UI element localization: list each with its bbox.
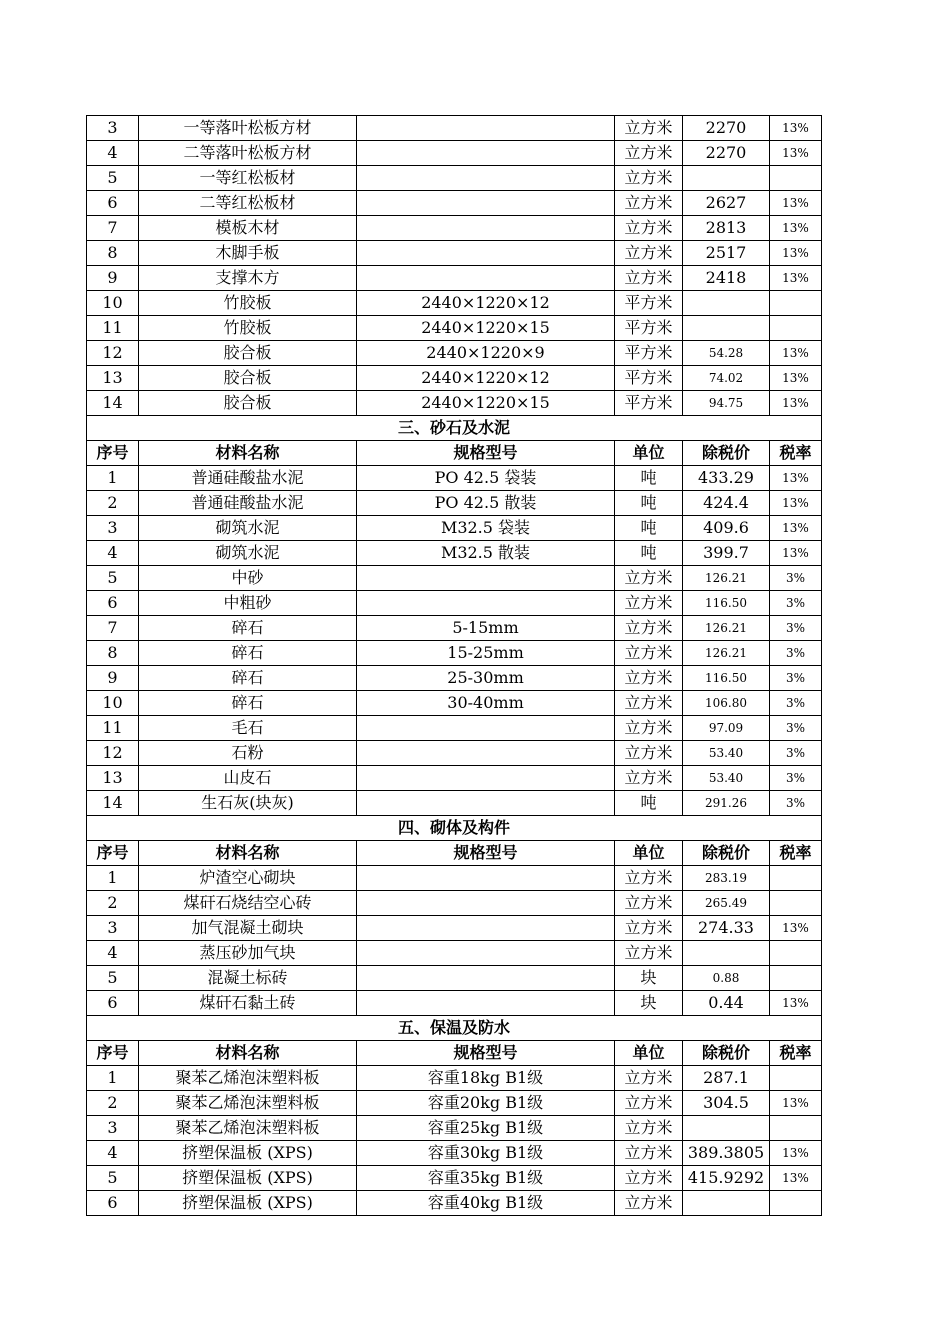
- tax-rate-cell: [770, 1191, 822, 1216]
- material-name-cell: 碎石: [139, 691, 357, 716]
- unit-cell: 立方米: [615, 141, 683, 166]
- table-row: [87, 366, 822, 391]
- table-row: [87, 891, 822, 916]
- price-cell: 2270: [683, 116, 770, 141]
- material-name-cell: 竹胶板: [139, 316, 357, 341]
- header-material-name: 材料名称: [139, 1041, 357, 1066]
- price-cell: 94.75: [683, 391, 770, 416]
- table-row: [87, 1116, 822, 1141]
- spec-cell: 2440×1220×15: [357, 316, 615, 341]
- row-index-cell: 7: [87, 216, 139, 241]
- unit-cell: 立方米: [615, 641, 683, 666]
- unit-cell: 立方米: [615, 616, 683, 641]
- header-index: 序号: [87, 1041, 139, 1066]
- material-name-cell: 混凝土标砖: [139, 966, 357, 991]
- header-tax-rate: 税率: [770, 1041, 822, 1066]
- unit-cell: 立方米: [615, 741, 683, 766]
- price-cell: 389.3805: [683, 1141, 770, 1166]
- row-index-cell: 8: [87, 641, 139, 666]
- unit-cell: 立方米: [615, 116, 683, 141]
- table-row: [87, 1166, 822, 1191]
- spec-cell: 容重30kg B1级: [357, 1141, 615, 1166]
- row-index-cell: 1: [87, 1066, 139, 1091]
- table-row: [87, 466, 822, 491]
- material-name-cell: 支撑木方: [139, 266, 357, 291]
- material-name-cell: 加气混凝土砌块: [139, 916, 357, 941]
- price-cell: [683, 941, 770, 966]
- unit-cell: 立方米: [615, 216, 683, 241]
- table-row: [87, 1191, 822, 1216]
- tax-rate-cell: 13%: [770, 1141, 822, 1166]
- spec-cell: 25-30mm: [357, 666, 615, 691]
- unit-cell: 块: [615, 991, 683, 1016]
- row-index-cell: 6: [87, 991, 139, 1016]
- material-name-cell: 山皮石: [139, 766, 357, 791]
- price-cell: 0.88: [683, 966, 770, 991]
- spec-cell: 2440×1220×9: [357, 341, 615, 366]
- unit-cell: 吨: [615, 516, 683, 541]
- row-index-cell: 14: [87, 791, 139, 816]
- row-index-cell: 5: [87, 1166, 139, 1191]
- spec-cell: 容重35kg B1级: [357, 1166, 615, 1191]
- material-name-cell: 聚苯乙烯泡沫塑料板: [139, 1116, 357, 1141]
- unit-cell: 立方米: [615, 891, 683, 916]
- unit-cell: 立方米: [615, 1166, 683, 1191]
- material-name-cell: 胶合板: [139, 366, 357, 391]
- row-index-cell: 2: [87, 891, 139, 916]
- price-cell: 287.1: [683, 1066, 770, 1091]
- spec-cell: M32.5 散装: [357, 541, 615, 566]
- spec-cell: [357, 216, 615, 241]
- header-index: 序号: [87, 841, 139, 866]
- header-index: 序号: [87, 441, 139, 466]
- table-row: [87, 641, 822, 666]
- price-table: [86, 115, 822, 1216]
- price-cell: 0.44: [683, 991, 770, 1016]
- table-row: [87, 341, 822, 366]
- tax-rate-cell: 13%: [770, 266, 822, 291]
- row-index-cell: 4: [87, 1141, 139, 1166]
- header-price: 除税价: [683, 841, 770, 866]
- row-index-cell: 14: [87, 391, 139, 416]
- spec-cell: [357, 266, 615, 291]
- spec-cell: [357, 716, 615, 741]
- table-row: [87, 866, 822, 891]
- price-cell: 399.7: [683, 541, 770, 566]
- spec-cell: [357, 866, 615, 891]
- header-material-name: 材料名称: [139, 841, 357, 866]
- material-name-cell: 二等红松板材: [139, 191, 357, 216]
- spec-cell: 容重40kg B1级: [357, 1191, 615, 1216]
- tax-rate-cell: 13%: [770, 341, 822, 366]
- material-name-cell: 挤塑保温板 (XPS): [139, 1191, 357, 1216]
- price-cell: 2517: [683, 241, 770, 266]
- section-row: [87, 816, 822, 841]
- spec-cell: [357, 941, 615, 966]
- tax-rate-cell: 13%: [770, 116, 822, 141]
- unit-cell: 立方米: [615, 716, 683, 741]
- table-row: [87, 241, 822, 266]
- table-row: [87, 716, 822, 741]
- price-cell: [683, 1191, 770, 1216]
- tax-rate-cell: 3%: [770, 741, 822, 766]
- tax-rate-cell: 3%: [770, 791, 822, 816]
- row-index-cell: 5: [87, 166, 139, 191]
- spec-cell: 2440×1220×12: [357, 366, 615, 391]
- tax-rate-cell: [770, 866, 822, 891]
- tax-rate-cell: 13%: [770, 1166, 822, 1191]
- table-row: [87, 266, 822, 291]
- unit-cell: 平方米: [615, 391, 683, 416]
- material-name-cell: 竹胶板: [139, 291, 357, 316]
- tax-rate-cell: 13%: [770, 916, 822, 941]
- price-cell: 53.40: [683, 741, 770, 766]
- tax-rate-cell: 3%: [770, 766, 822, 791]
- material-name-cell: 普通硅酸盐水泥: [139, 466, 357, 491]
- row-index-cell: 5: [87, 966, 139, 991]
- header-unit: 单位: [615, 441, 683, 466]
- row-index-cell: 4: [87, 541, 139, 566]
- spec-cell: M32.5 袋装: [357, 516, 615, 541]
- spec-cell: [357, 566, 615, 591]
- unit-cell: 立方米: [615, 241, 683, 266]
- table-row: [87, 791, 822, 816]
- spec-cell: [357, 891, 615, 916]
- price-cell: 2270: [683, 141, 770, 166]
- row-index-cell: 9: [87, 666, 139, 691]
- row-index-cell: 1: [87, 466, 139, 491]
- tax-rate-cell: [770, 316, 822, 341]
- material-name-cell: 二等落叶松板方材: [139, 141, 357, 166]
- price-cell: 415.9292: [683, 1166, 770, 1191]
- unit-cell: 立方米: [615, 566, 683, 591]
- unit-cell: 吨: [615, 466, 683, 491]
- spec-cell: 容重20kg B1级: [357, 1091, 615, 1116]
- unit-cell: 平方米: [615, 291, 683, 316]
- price-cell: 2418: [683, 266, 770, 291]
- row-index-cell: 7: [87, 616, 139, 641]
- price-cell: 54.28: [683, 341, 770, 366]
- tax-rate-cell: 13%: [770, 391, 822, 416]
- material-name-cell: 胶合板: [139, 341, 357, 366]
- price-cell: [683, 1116, 770, 1141]
- material-name-cell: 毛石: [139, 716, 357, 741]
- section-row: [87, 1016, 822, 1041]
- price-cell: 106.80: [683, 691, 770, 716]
- unit-cell: 平方米: [615, 366, 683, 391]
- row-index-cell: 10: [87, 691, 139, 716]
- spec-cell: [357, 241, 615, 266]
- spec-cell: 容重18kg B1级: [357, 1066, 615, 1091]
- table-row: [87, 166, 822, 191]
- unit-cell: 立方米: [615, 1116, 683, 1141]
- material-name-cell: 胶合板: [139, 391, 357, 416]
- spec-cell: 2440×1220×15: [357, 391, 615, 416]
- spec-cell: 30-40mm: [357, 691, 615, 716]
- table-row: [87, 1141, 822, 1166]
- price-cell: 97.09: [683, 716, 770, 741]
- tax-rate-cell: [770, 166, 822, 191]
- tax-rate-cell: 13%: [770, 541, 822, 566]
- row-index-cell: 5: [87, 566, 139, 591]
- spec-cell: 2440×1220×12: [357, 291, 615, 316]
- material-name-cell: 煤矸石烧结空心砖: [139, 891, 357, 916]
- spec-cell: 5-15mm: [357, 616, 615, 641]
- price-cell: 2813: [683, 216, 770, 241]
- price-cell: 409.6: [683, 516, 770, 541]
- material-name-cell: 模板木材: [139, 216, 357, 241]
- tax-rate-cell: [770, 941, 822, 966]
- price-cell: [683, 166, 770, 191]
- price-cell: 291.26: [683, 791, 770, 816]
- price-cell: 53.40: [683, 766, 770, 791]
- table-row: [87, 616, 822, 641]
- material-name-cell: 一等落叶松板方材: [139, 116, 357, 141]
- spec-cell: [357, 966, 615, 991]
- row-index-cell: 11: [87, 716, 139, 741]
- tax-rate-cell: 13%: [770, 491, 822, 516]
- row-index-cell: 3: [87, 516, 139, 541]
- row-index-cell: 11: [87, 316, 139, 341]
- header-spec: 规格型号: [357, 441, 615, 466]
- unit-cell: 立方米: [615, 766, 683, 791]
- section-title: 五、保温及防水: [87, 1016, 822, 1041]
- row-index-cell: 4: [87, 941, 139, 966]
- row-index-cell: 6: [87, 591, 139, 616]
- material-name-cell: 中砂: [139, 566, 357, 591]
- material-name-cell: 碎石: [139, 666, 357, 691]
- price-cell: 126.21: [683, 616, 770, 641]
- tax-rate-cell: 13%: [770, 216, 822, 241]
- tax-rate-cell: 13%: [770, 1091, 822, 1116]
- material-name-cell: 普通硅酸盐水泥: [139, 491, 357, 516]
- spec-cell: [357, 991, 615, 1016]
- table-row: [87, 966, 822, 991]
- material-name-cell: 聚苯乙烯泡沫塑料板: [139, 1066, 357, 1091]
- unit-cell: 立方米: [615, 1141, 683, 1166]
- price-cell: 304.5: [683, 1091, 770, 1116]
- tax-rate-cell: 3%: [770, 591, 822, 616]
- header-row: [87, 1041, 822, 1066]
- spec-cell: [357, 191, 615, 216]
- tax-rate-cell: [770, 966, 822, 991]
- table-row: [87, 566, 822, 591]
- row-index-cell: 10: [87, 291, 139, 316]
- price-cell: 116.50: [683, 591, 770, 616]
- header-unit: 单位: [615, 841, 683, 866]
- spec-cell: 容重25kg B1级: [357, 1116, 615, 1141]
- header-row: [87, 841, 822, 866]
- price-cell: 283.19: [683, 866, 770, 891]
- row-index-cell: 2: [87, 491, 139, 516]
- tax-rate-cell: 13%: [770, 366, 822, 391]
- row-index-cell: 3: [87, 916, 139, 941]
- tax-rate-cell: 3%: [770, 666, 822, 691]
- header-tax-rate: 税率: [770, 441, 822, 466]
- tax-rate-cell: 3%: [770, 566, 822, 591]
- row-index-cell: 3: [87, 1116, 139, 1141]
- tax-rate-cell: 13%: [770, 241, 822, 266]
- header-price: 除税价: [683, 1041, 770, 1066]
- unit-cell: 立方米: [615, 916, 683, 941]
- section-title: 四、砌体及构件: [87, 816, 822, 841]
- tax-rate-cell: 13%: [770, 516, 822, 541]
- unit-cell: 立方米: [615, 941, 683, 966]
- table-row: [87, 216, 822, 241]
- tax-rate-cell: [770, 291, 822, 316]
- unit-cell: 立方米: [615, 866, 683, 891]
- row-index-cell: 6: [87, 1191, 139, 1216]
- price-cell: 116.50: [683, 666, 770, 691]
- table-row: [87, 766, 822, 791]
- row-index-cell: 12: [87, 741, 139, 766]
- row-index-cell: 2: [87, 1091, 139, 1116]
- price-cell: 2627: [683, 191, 770, 216]
- table-row: [87, 516, 822, 541]
- header-tax-rate: 税率: [770, 841, 822, 866]
- material-name-cell: 碎石: [139, 641, 357, 666]
- material-name-cell: 碎石: [139, 616, 357, 641]
- price-cell: 274.33: [683, 916, 770, 941]
- price-cell: 433.29: [683, 466, 770, 491]
- table-row: [87, 591, 822, 616]
- unit-cell: 平方米: [615, 341, 683, 366]
- tax-rate-cell: 3%: [770, 616, 822, 641]
- unit-cell: 吨: [615, 541, 683, 566]
- unit-cell: 立方米: [615, 591, 683, 616]
- price-cell: 424.4: [683, 491, 770, 516]
- table-row: [87, 291, 822, 316]
- material-name-cell: 木脚手板: [139, 241, 357, 266]
- table-row: [87, 941, 822, 966]
- material-name-cell: 石粉: [139, 741, 357, 766]
- material-name-cell: 砌筑水泥: [139, 541, 357, 566]
- tax-rate-cell: 3%: [770, 691, 822, 716]
- table-row: [87, 991, 822, 1016]
- row-index-cell: 12: [87, 341, 139, 366]
- row-index-cell: 1: [87, 866, 139, 891]
- spec-cell: [357, 766, 615, 791]
- table-row: [87, 116, 822, 141]
- table-row: [87, 391, 822, 416]
- spec-cell: [357, 166, 615, 191]
- unit-cell: 立方米: [615, 1091, 683, 1116]
- header-row: [87, 441, 822, 466]
- unit-cell: 立方米: [615, 266, 683, 291]
- spec-cell: [357, 591, 615, 616]
- table-row: [87, 666, 822, 691]
- unit-cell: 立方米: [615, 1191, 683, 1216]
- spec-cell: 15-25mm: [357, 641, 615, 666]
- row-index-cell: 8: [87, 241, 139, 266]
- unit-cell: 吨: [615, 491, 683, 516]
- table-row: [87, 491, 822, 516]
- material-name-cell: 蒸压砂加气块: [139, 941, 357, 966]
- spec-cell: PO 42.5 袋装: [357, 466, 615, 491]
- tax-rate-cell: [770, 891, 822, 916]
- spec-cell: [357, 791, 615, 816]
- unit-cell: 立方米: [615, 1066, 683, 1091]
- section-row: [87, 416, 822, 441]
- tax-rate-cell: 3%: [770, 641, 822, 666]
- price-cell: 126.21: [683, 566, 770, 591]
- tax-rate-cell: [770, 1116, 822, 1141]
- unit-cell: 块: [615, 966, 683, 991]
- header-price: 除税价: [683, 441, 770, 466]
- unit-cell: 立方米: [615, 191, 683, 216]
- unit-cell: 吨: [615, 791, 683, 816]
- price-cell: [683, 291, 770, 316]
- row-index-cell: 13: [87, 766, 139, 791]
- tax-rate-cell: 13%: [770, 191, 822, 216]
- price-cell: 74.02: [683, 366, 770, 391]
- price-cell: 265.49: [683, 891, 770, 916]
- tax-rate-cell: 13%: [770, 466, 822, 491]
- table-row: [87, 316, 822, 341]
- table-row: [87, 191, 822, 216]
- table-row: [87, 141, 822, 166]
- unit-cell: 平方米: [615, 316, 683, 341]
- tax-rate-cell: 13%: [770, 991, 822, 1016]
- table-row: [87, 541, 822, 566]
- unit-cell: 立方米: [615, 691, 683, 716]
- material-name-cell: 挤塑保温板 (XPS): [139, 1166, 357, 1191]
- spec-cell: [357, 916, 615, 941]
- table-row: [87, 916, 822, 941]
- table-row: [87, 691, 822, 716]
- spec-cell: [357, 116, 615, 141]
- table-row: [87, 1066, 822, 1091]
- unit-cell: 立方米: [615, 166, 683, 191]
- material-name-cell: 中粗砂: [139, 591, 357, 616]
- spec-cell: [357, 741, 615, 766]
- spec-cell: PO 42.5 散装: [357, 491, 615, 516]
- row-index-cell: 4: [87, 141, 139, 166]
- section-title: 三、砂石及水泥: [87, 416, 822, 441]
- material-name-cell: 聚苯乙烯泡沫塑料板: [139, 1091, 357, 1116]
- spec-cell: [357, 141, 615, 166]
- row-index-cell: 3: [87, 116, 139, 141]
- material-name-cell: 挤塑保温板 (XPS): [139, 1141, 357, 1166]
- tax-rate-cell: 13%: [770, 141, 822, 166]
- material-name-cell: 一等红松板材: [139, 166, 357, 191]
- price-cell: [683, 316, 770, 341]
- row-index-cell: 9: [87, 266, 139, 291]
- material-name-cell: 生石灰(块灰): [139, 791, 357, 816]
- table-row: [87, 741, 822, 766]
- header-spec: 规格型号: [357, 1041, 615, 1066]
- header-spec: 规格型号: [357, 841, 615, 866]
- header-unit: 单位: [615, 1041, 683, 1066]
- price-cell: 126.21: [683, 641, 770, 666]
- tax-rate-cell: 3%: [770, 716, 822, 741]
- row-index-cell: 6: [87, 191, 139, 216]
- material-name-cell: 煤矸石黏土砖: [139, 991, 357, 1016]
- material-name-cell: 炉渣空心砌块: [139, 866, 357, 891]
- tax-rate-cell: [770, 1066, 822, 1091]
- row-index-cell: 13: [87, 366, 139, 391]
- header-material-name: 材料名称: [139, 441, 357, 466]
- table-row: [87, 1091, 822, 1116]
- material-name-cell: 砌筑水泥: [139, 516, 357, 541]
- unit-cell: 立方米: [615, 666, 683, 691]
